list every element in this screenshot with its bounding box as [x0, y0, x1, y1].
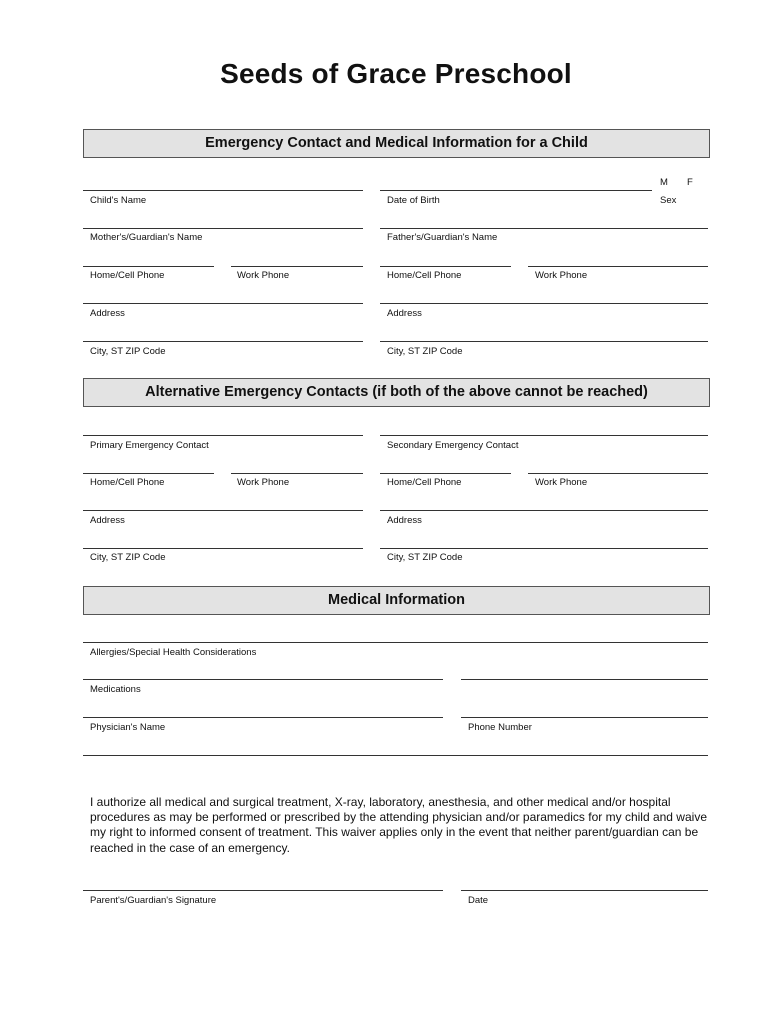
mothers-name-field[interactable] [83, 228, 363, 229]
mother-address-label: Address [90, 308, 125, 319]
father-address-field[interactable] [380, 303, 708, 304]
primary-work-phone-label: Work Phone [237, 477, 290, 488]
secondary-work-phone-field[interactable] [528, 473, 708, 474]
primary-city-field[interactable] [83, 548, 363, 549]
sex-option-m[interactable]: M [660, 177, 668, 188]
childs-name-field[interactable] [83, 190, 363, 191]
primary-address-field[interactable] [83, 510, 363, 511]
secondary-home-phone-label: Home/Cell Phone [387, 477, 462, 488]
secondary-home-phone-field[interactable] [380, 473, 511, 474]
allergies-label: Allergies/Special Health Considerations [90, 647, 257, 658]
sex-label: Sex [660, 195, 677, 206]
primary-city-label: City, ST ZIP Code [90, 552, 166, 563]
medications-field[interactable] [83, 679, 443, 680]
secondary-address-label: Address [387, 515, 422, 526]
primary-address-label: Address [90, 515, 125, 526]
page-title: Seeds of Grace Preschool [220, 58, 572, 89]
mother-address-field[interactable] [83, 303, 363, 304]
authorization-paragraph: I authorize all medical and surgical treatment, X-ray, laboratory, anesthesia, and other medical and/or hospital procedures as may be performed or prescribed by the attending physician and/or paramedics for my child and waive my right to informed consent of treatment. This waiver applies only in the event that neither parent/guardian can be reached in the case of an emergency. [90, 795, 707, 855]
mother-work-phone-field[interactable] [231, 266, 363, 267]
date-of-birth-field[interactable] [380, 190, 652, 191]
physicians-name-field[interactable] [83, 717, 443, 718]
father-city-field[interactable] [380, 341, 708, 342]
fathers-name-field[interactable] [380, 228, 708, 229]
primary-home-phone-field[interactable] [83, 473, 214, 474]
father-address-label: Address [387, 308, 422, 319]
secondary-contact-field[interactable] [380, 435, 708, 436]
secondary-address-field[interactable] [380, 510, 708, 511]
father-work-phone-label: Work Phone [535, 270, 588, 281]
primary-contact-label: Primary Emergency Contact [90, 440, 209, 451]
allergies-field[interactable] [83, 642, 708, 643]
phone-number-label: Phone Number [468, 722, 532, 733]
sex-option-f[interactable]: F [687, 177, 693, 188]
medications-label: Medications [90, 684, 141, 695]
divider [83, 755, 708, 756]
section-header-alternative-contacts: Alternative Emergency Contacts (if both of the above cannot be reached) [83, 378, 710, 407]
fathers-name-label: Father's/Guardian's Name [387, 232, 498, 243]
mother-home-phone-field[interactable] [83, 266, 214, 267]
secondary-contact-label: Secondary Emergency Contact [387, 440, 519, 451]
mother-home-phone-label: Home/Cell Phone [90, 270, 165, 281]
signature-label: Parent's/Guardian's Signature [90, 895, 217, 906]
father-city-label: City, ST ZIP Code [387, 346, 463, 357]
secondary-work-phone-label: Work Phone [535, 477, 588, 488]
secondary-city-field[interactable] [380, 548, 708, 549]
childs-name-label: Child's Name [90, 195, 147, 206]
mothers-name-label: Mother's/Guardian's Name [90, 232, 203, 243]
father-home-phone-field[interactable] [380, 266, 511, 267]
phone-number-field[interactable] [461, 717, 708, 718]
mother-city-label: City, ST ZIP Code [90, 346, 166, 357]
father-work-phone-field[interactable] [528, 266, 708, 267]
section-header-medical: Medical Information [83, 586, 710, 615]
medications-field-2[interactable] [461, 679, 708, 680]
mother-work-phone-label: Work Phone [237, 270, 290, 281]
father-home-phone-label: Home/Cell Phone [387, 270, 462, 281]
date-label: Date [468, 895, 489, 906]
primary-home-phone-label: Home/Cell Phone [90, 477, 165, 488]
date-of-birth-label: Date of Birth [387, 195, 440, 206]
primary-work-phone-field[interactable] [231, 473, 363, 474]
primary-contact-field[interactable] [83, 435, 363, 436]
physicians-name-label: Physician's Name [90, 722, 166, 733]
date-field[interactable] [461, 890, 708, 891]
secondary-city-label: City, ST ZIP Code [387, 552, 463, 563]
section-header-emergency-contact: Emergency Contact and Medical Information for a Child [83, 129, 710, 158]
mother-city-field[interactable] [83, 341, 363, 342]
signature-field[interactable] [83, 890, 443, 891]
